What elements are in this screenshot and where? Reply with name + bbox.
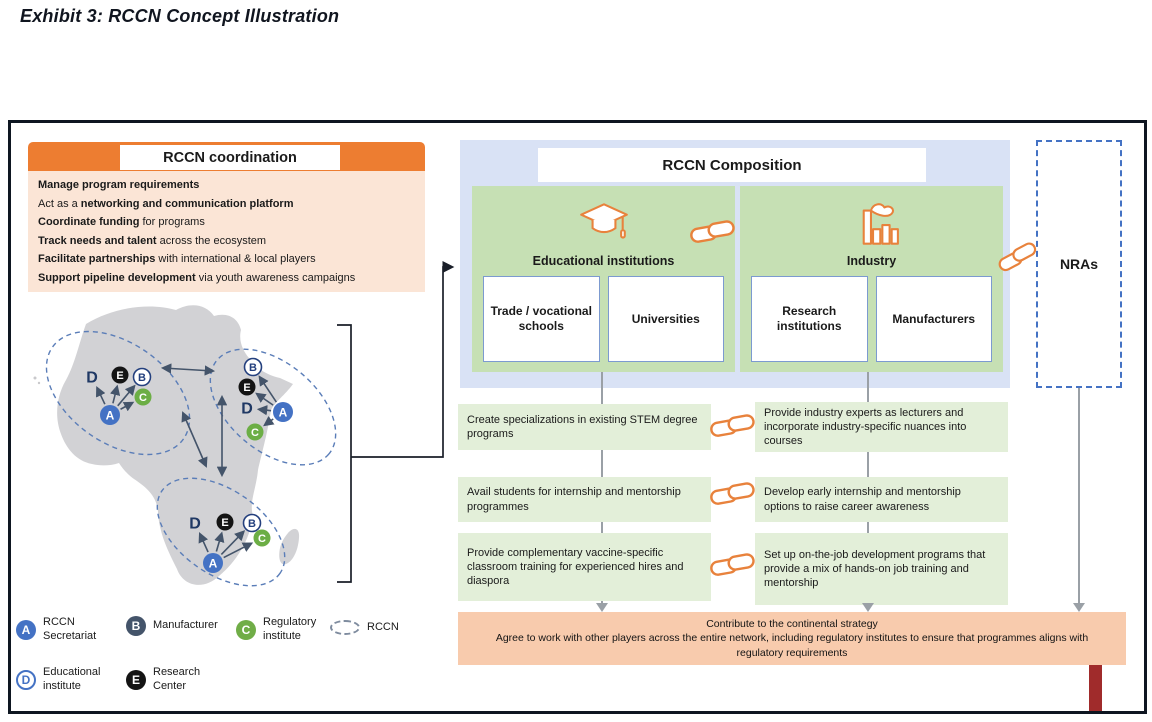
graduation-cap-icon — [577, 192, 631, 254]
education-group — [472, 186, 735, 372]
strategy-line-1: Contribute to the continental strategy — [706, 618, 878, 631]
coordination-title: RCCN coordination — [120, 145, 340, 170]
regulatory-institute-marker: C — [236, 620, 256, 640]
map-node-e — [112, 367, 129, 384]
svg-text:E: E — [221, 516, 229, 529]
svg-text:B: B — [249, 361, 257, 374]
svg-text:C: C — [258, 532, 266, 545]
coordination-item: Facilitate partnerships with international & local players — [38, 253, 316, 265]
rccn-ellipse-marker — [330, 620, 360, 635]
map-node-d — [189, 516, 201, 533]
strategy-line-2: Agree to work with other players across the entire network, including regulatory institutes to ensure that programmes aligns with regulatory requirements — [495, 632, 1089, 659]
red-bar — [1089, 664, 1102, 711]
svg-text:E: E — [243, 381, 251, 394]
edu-action-2: Avail students for internship and mentorship programmes — [458, 477, 711, 522]
map-node-c — [247, 424, 264, 441]
map-node-b — [134, 369, 151, 386]
connector-line-nras — [1078, 388, 1080, 606]
madagascar — [279, 529, 299, 564]
edu-action-1: Create specializations in existing STEM degree programs — [458, 404, 711, 450]
svg-text:B: B — [248, 517, 256, 530]
research-center-marker: E — [126, 670, 146, 690]
map-node-d — [241, 401, 253, 418]
africa-map — [30, 298, 340, 616]
legend-item-regulatory-institute: C Regulatory institute — [236, 616, 342, 644]
industry-action-1: Provide industry experts as lecturers and incorporate industry-specific nuances into courses — [755, 402, 1008, 452]
link-icon-row-1 — [709, 411, 757, 441]
coordination-item: Act as a networking and communication platform — [38, 197, 294, 210]
svg-text:A: A — [208, 556, 218, 571]
svg-text:D: D — [241, 400, 253, 418]
legend-item-manufacturer: B Manufacturer — [126, 616, 248, 636]
industry-label: Industry — [846, 254, 897, 268]
educational-institute-marker: D — [16, 670, 36, 690]
industry-action-3: Set up on-the-job development programs that provide a mix of hands-on job training and mentorship — [755, 533, 1008, 605]
arrow-down-industry — [862, 603, 874, 612]
svg-text:C: C — [139, 391, 147, 404]
continental-strategy-box — [458, 612, 1126, 665]
legend-item-rccn-secretariat: A RCCN Secretariat — [16, 616, 124, 644]
map-node-a — [273, 402, 293, 422]
coordination-item: Support pipeline development via youth awareness campaigns — [38, 271, 356, 284]
bracket-connector — [330, 255, 465, 595]
link-icon-composition — [689, 217, 737, 247]
industry-sub-manufacturers: Manufacturers — [876, 276, 993, 362]
industry-sub-research: Research institutions — [751, 276, 868, 362]
legend-item-rccn: RCCN — [330, 620, 420, 635]
svg-text:D: D — [189, 515, 201, 533]
link-icon-row-2 — [709, 479, 757, 509]
map-node-c — [135, 389, 152, 406]
svg-text:B: B — [138, 371, 146, 384]
svg-text:C: C — [251, 426, 259, 439]
edu-action-3: Provide complementary vaccine-specific classroom training for experienced hires and diaspora — [458, 533, 711, 601]
map-node-c — [254, 530, 271, 547]
map-node-a — [203, 553, 223, 573]
industry-action-2: Develop early internship and mentorship options to raise career awareness — [755, 477, 1008, 522]
map-node-a — [100, 405, 120, 425]
svg-text:D: D — [86, 369, 98, 387]
coordination-item: Manage program requirements — [38, 179, 200, 191]
page-title: Exhibit 3: RCCN Concept Illustration — [20, 6, 340, 26]
svg-text:A: A — [278, 405, 288, 420]
industry-group — [740, 186, 1003, 372]
map-node-e — [217, 514, 234, 531]
map-node-d — [86, 370, 98, 387]
rccn-secretariat-marker: A — [16, 620, 36, 640]
arrow-down-education — [596, 603, 608, 612]
manufacturer-marker: B — [126, 616, 146, 636]
edu-sub-universities: Universities — [608, 276, 725, 362]
arrow-down-nras — [1073, 603, 1085, 612]
link-icon-row-3 — [709, 550, 757, 580]
coordination-item: Track needs and talent across the ecosystem — [38, 234, 267, 247]
composition-title: RCCN Composition — [538, 148, 926, 182]
education-label: Educational institutions — [532, 254, 675, 268]
svg-text:E: E — [116, 369, 124, 382]
edu-sub-trade-vocational: Trade / vocational schools — [483, 276, 600, 362]
svg-text:A: A — [105, 408, 115, 423]
legend-item-research-center: E Research Center — [126, 666, 234, 694]
map-node-b — [245, 359, 262, 376]
map-node-e — [239, 379, 256, 396]
coordination-item: Coordinate funding for programs — [38, 216, 205, 228]
nras-box: NRAs — [1036, 140, 1122, 388]
legend-item-educational-institute: D Educational institute — [16, 666, 128, 694]
factory-icon — [843, 192, 901, 254]
map-node-b — [244, 515, 261, 532]
